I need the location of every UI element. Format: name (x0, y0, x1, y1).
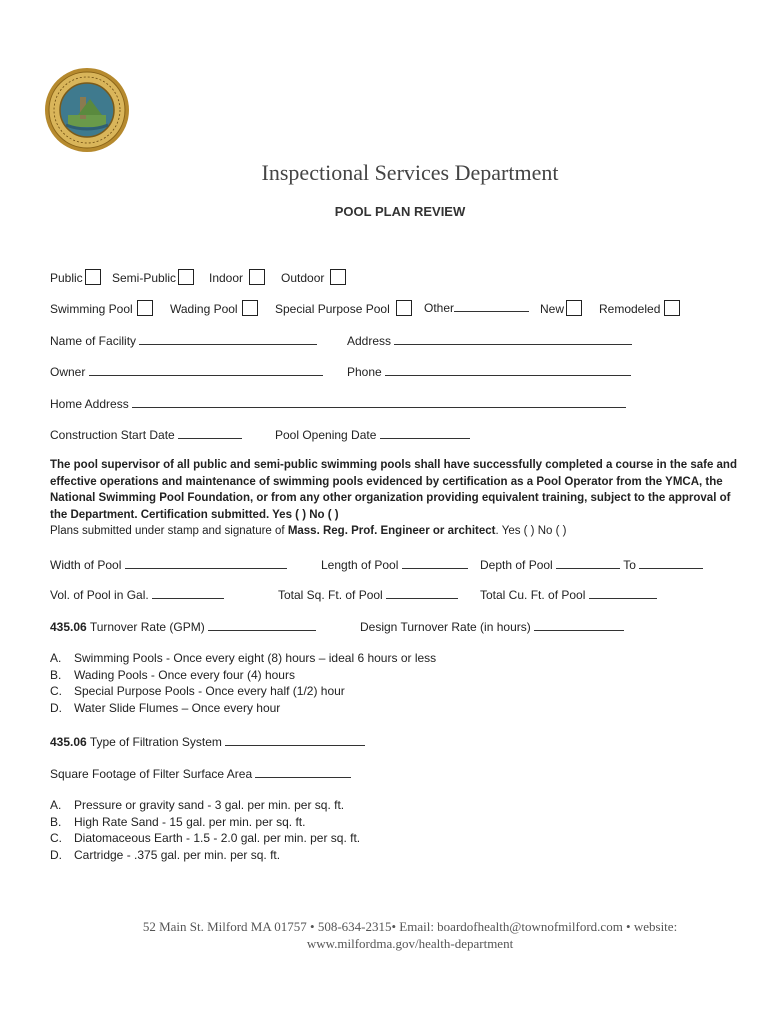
home-address-field: Home Address (50, 396, 626, 411)
department-title: Inspectional Services Department (261, 160, 559, 185)
pool-type-other: Other (424, 300, 529, 315)
construction-start-blank[interactable] (178, 427, 242, 439)
public-checkbox[interactable] (85, 269, 101, 285)
phone-blank[interactable] (385, 364, 631, 376)
width-blank[interactable] (125, 557, 287, 569)
depth-to-blank[interactable] (639, 557, 703, 569)
list-item: C. Special Purpose Pools - Once every half (1/2) hour (50, 684, 345, 698)
semi-public-checkbox[interactable] (178, 269, 194, 285)
length-blank[interactable] (402, 557, 468, 569)
pool-category-public: Public (50, 269, 101, 285)
pool-category-semi-public: Semi-Public (112, 269, 194, 285)
construction-start-field: Construction Start Date (50, 427, 242, 442)
address-blank[interactable] (394, 333, 632, 345)
filtration-type-blank[interactable] (225, 734, 365, 746)
turnover-rate-blank[interactable] (208, 619, 316, 631)
turnover-requirements-list (50, 650, 436, 716)
pool-type-new: New (540, 300, 582, 316)
pool-category-outdoor: Outdoor (281, 269, 346, 285)
footer-contact (0, 918, 770, 952)
volume-field: Vol. of Pool in Gal. (50, 587, 224, 602)
filtration-rates-list (50, 797, 360, 863)
list-item: A. Swimming Pools - Once every eight (8) hours – ideal 6 hours or less (50, 651, 437, 665)
list-item: A. Pressure or gravity sand - 3 gal. per min. per sq. ft. (50, 798, 345, 812)
pool-opening-blank[interactable] (380, 427, 470, 439)
indoor-checkbox[interactable] (249, 269, 265, 285)
list-item: D. Cartridge - .375 gal. per min. per sq. ft. (50, 847, 281, 862)
design-turnover-blank[interactable] (534, 619, 624, 631)
cu-ft-field: Total Cu. Ft. of Pool (480, 587, 657, 602)
swimming-pool-checkbox[interactable] (137, 300, 153, 316)
form-title: POOL PLAN REVIEW (334, 204, 466, 219)
pool-type-remodeled: Remodeled (599, 300, 680, 316)
depth-blank[interactable] (556, 557, 620, 569)
list-item: B. Wading Pools - Once every four (4) hours (50, 667, 295, 682)
wading-pool-checkbox[interactable] (242, 300, 258, 316)
turnover-rate-field: 435.06 Turnover Rate (GPM) (50, 619, 316, 634)
footer-line-1: 52 Main St. Milford MA 01757 • 508-634-2315• Email: boardofhealth@townofmilford.com • website: (142, 919, 678, 934)
sq-ft-blank[interactable] (386, 587, 458, 599)
remodeled-checkbox[interactable] (664, 300, 680, 316)
filter-area-blank[interactable] (255, 766, 351, 778)
pool-type-special: Special Purpose Pool (275, 300, 412, 316)
owner-blank[interactable] (89, 364, 323, 376)
filtration-type-field: 435.06 Type of Filtration System (50, 734, 365, 749)
pool-category-indoor: Indoor (209, 269, 265, 285)
new-checkbox[interactable] (566, 300, 582, 316)
design-turnover-field: Design Turnover Rate (in hours) (360, 619, 624, 634)
list-item: D. Water Slide Flumes – Once every hour (50, 700, 281, 715)
pool-type-wading: Wading Pool (170, 300, 258, 316)
cu-ft-blank[interactable] (589, 587, 657, 599)
outdoor-checkbox[interactable] (330, 269, 346, 285)
volume-blank[interactable] (152, 587, 224, 599)
pool-opening-field: Pool Opening Date (275, 427, 470, 442)
pool-type-swimming: Swimming Pool (50, 300, 153, 316)
depth-field: Depth of Pool To (480, 557, 703, 572)
facility-name-blank[interactable] (139, 333, 317, 345)
address-field: Address (347, 333, 632, 348)
sq-ft-field: Total Sq. Ft. of Pool (278, 587, 458, 602)
list-item: C. Diatomaceous Earth - 1.5 - 2.0 gal. per min. per sq. ft. (50, 831, 361, 845)
owner-field: Owner (50, 364, 323, 379)
other-blank[interactable] (454, 300, 529, 312)
special-purpose-checkbox[interactable] (396, 300, 412, 316)
length-field: Length of Pool (321, 557, 468, 572)
facility-name-field: Name of Facility (50, 333, 317, 348)
plans-statement: Plans submitted under stamp and signature of Mass. Reg. Prof. Engineer or architect. Yes ( ) No ( ) (50, 525, 567, 537)
footer-line-2: www.milfordma.gov/health-department (306, 936, 514, 951)
list-item: B. High Rate Sand - 15 gal. per min. per sq. ft. (50, 814, 306, 829)
width-field: Width of Pool (50, 557, 287, 572)
phone-field: Phone (347, 364, 631, 379)
home-address-blank[interactable] (132, 396, 626, 408)
supervisor-certification-statement: The pool supervisor of all public and semi-public swimming pools shall have successfully completed a course in the safe and effective operations and maintenance of swimming pools evidenced by certification as a Pool Operator from the YMCA, the National Swimming Pool Foundation, or from any other organization providing equivalent training, subject to the approval of the Department. Certification submitted. Yes ( ) No ( ) (50, 459, 737, 521)
filter-area-field: Square Footage of Filter Surface Area (50, 766, 351, 781)
town-seal-logo (44, 67, 130, 153)
